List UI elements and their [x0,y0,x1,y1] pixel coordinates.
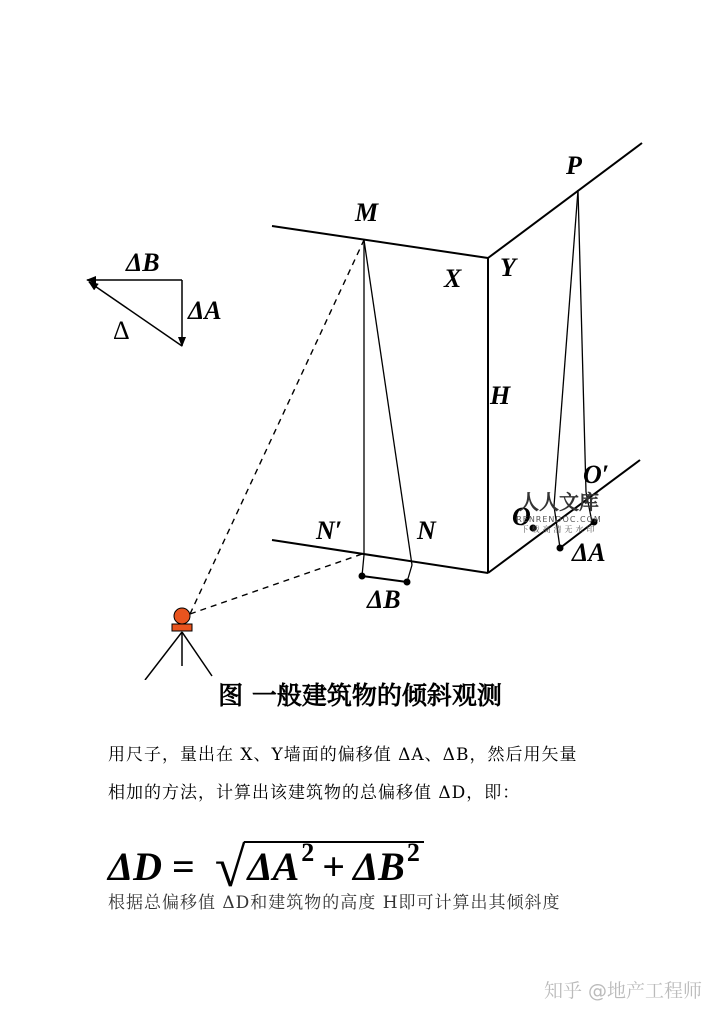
watermark-url: RENRENDOC.COM [516,515,602,524]
formula-total-offset [108,830,424,899]
formula-lhs: ΔD [108,844,162,889]
label-n-prime: N′ [316,516,343,545]
label-delta-b-measure: ΔB [367,585,401,614]
point-n-dot [404,579,411,586]
theodolite-instrument [145,608,212,680]
label-o-prime: O′ [583,460,610,489]
formula-term-delta-a: ΔA [247,844,300,889]
label-o: O [512,502,531,531]
point-n-prime-dot [359,573,366,580]
label-p: P [566,151,582,180]
label-delta-a-measure: ΔA [572,538,606,567]
point-o-dot [557,545,564,552]
body-line-3: 根据总偏移值 ΔD和建筑物的高度 H即可计算出其倾斜度 [108,893,561,913]
label-vector-delta: Δ [113,316,130,345]
plumb-line-p-o-prime [578,190,586,492]
source-attribution: 知乎 @地产工程师 [543,980,702,1002]
vector-triangle [87,280,182,346]
body-line-1: 用尺子，量出在 X、Y墙面的偏移值 ΔA、ΔB，然后用矢量 [108,745,578,765]
label-m: M [355,198,379,227]
label-vector-delta-a: ΔA [188,296,222,325]
formula-exp-1: 2 [301,838,315,867]
watermark [504,486,614,535]
sight-line-to-n [190,554,362,614]
formula-term-delta-b: ΔB [353,844,405,889]
formula-plus: + [322,844,346,889]
plumb-lines-x-face [362,240,412,582]
roof-front-edge [272,226,488,258]
body-line-2: 相加的方法，计算出该建筑物的总偏移值 ΔD，即： [108,783,521,803]
formula-exp-2: 2 [406,838,420,867]
formula-equals: = [171,844,195,889]
formula-radicand [244,838,424,890]
delta-b-measure-line [362,576,407,582]
roof-side-edge [488,143,642,258]
watermark-subtitle: 下载高清无水印 [520,525,598,534]
watermark-title: 人人文库 [519,490,599,514]
label-vector-delta-b: ΔB [126,248,160,277]
instrument-head [174,608,190,624]
plumb-line-p-o [554,190,578,506]
figure-caption: 图 一般建筑物的倾斜观测 [218,681,502,710]
formula-radical [214,834,424,899]
label-n: N [417,516,436,545]
instrument-base [172,624,192,631]
vector-delta-resultant [89,282,182,346]
base-front-edge [272,540,488,573]
plumb-line-m-n [364,240,412,565]
label-x: X [444,264,462,293]
label-h: H [490,381,511,410]
square-root-icon: √ [214,837,246,899]
label-y: Y [500,253,516,282]
